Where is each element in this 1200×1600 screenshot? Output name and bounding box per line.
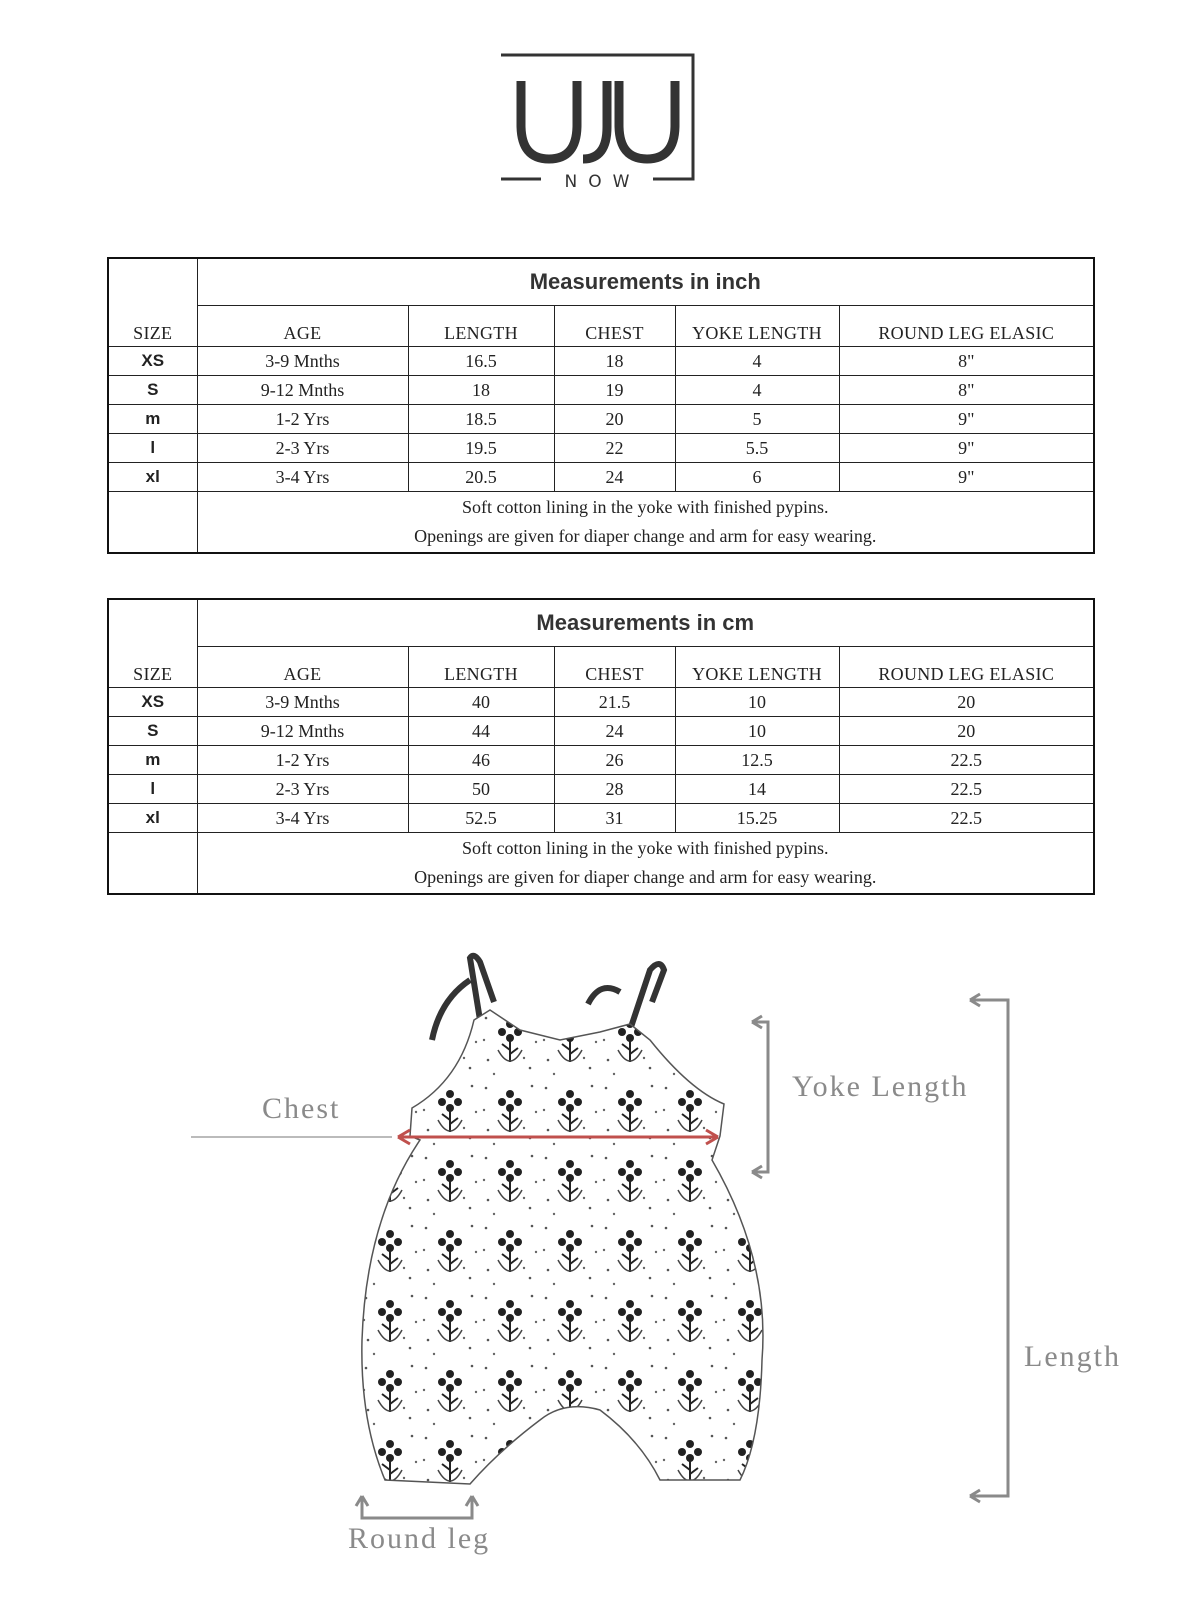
table-row [108,746,1094,775]
chest-cell: 21.5 [554,688,675,717]
round-leg-cell: 20 [839,688,1094,717]
table-row [108,405,1094,434]
length-cell: 20.5 [408,463,554,492]
note-line-1: Soft cotton lining in the yoke with finished pypins. [462,497,829,517]
yoke-cell: 6 [675,463,839,492]
age-cell: 3-9 Mnths [197,347,408,376]
table-row [108,717,1094,746]
age-cell: 2-3 Yrs [197,775,408,804]
age-cell: 2-3 Yrs [197,434,408,463]
round-leg-bracket [362,1496,472,1518]
table-note [197,492,1094,554]
size-cell: XS [108,347,197,376]
romper-illustration [0,940,1200,1600]
table-row [108,463,1094,492]
length-cell: 52.5 [408,804,554,833]
size-cell: m [108,746,197,775]
round-leg-cell: 9" [839,405,1094,434]
yoke-bracket [752,1022,768,1172]
col-header-chest: CHEST [554,306,675,347]
round-leg-cell: 8" [839,376,1094,405]
size-cell: m [108,405,197,434]
table-row [108,347,1094,376]
table-title: Measurements in inch [197,258,1094,306]
length-bracket [970,1000,1008,1496]
romper-body [362,1010,763,1484]
length-cell: 44 [408,717,554,746]
measurements-cm-table [107,598,1095,895]
chest-cell: 20 [554,405,675,434]
round-leg-cell: 22.5 [839,775,1094,804]
round-leg-cell: 9" [839,463,1094,492]
chest-label: Chest [262,1092,341,1125]
table-note [197,833,1094,895]
yoke-cell: 14 [675,775,839,804]
yoke-cell: 4 [675,376,839,405]
size-cell: S [108,376,197,405]
col-header-length: LENGTH [408,647,554,688]
round-leg-cell: 22.5 [839,746,1094,775]
length-label: Length [1024,1340,1121,1373]
table-row [108,434,1094,463]
age-cell: 9-12 Mnths [197,717,408,746]
chest-cell: 24 [554,463,675,492]
round-leg-cell: 22.5 [839,804,1094,833]
round-leg-label: Round leg [348,1522,491,1555]
right-strap [588,964,664,1030]
chest-cell: 19 [554,376,675,405]
size-cell: xl [108,804,197,833]
chest-cell: 24 [554,717,675,746]
yoke-length-label: Yoke Length [792,1070,969,1103]
col-header-chest: CHEST [554,647,675,688]
length-cell: 46 [408,746,554,775]
yoke-cell: 12.5 [675,746,839,775]
col-header-round-leg: ROUND LEG ELASIC [839,647,1094,688]
table-row [108,688,1094,717]
col-header-yoke-length: YOKE LENGTH [675,647,839,688]
brand-logo [499,53,695,185]
logo-letters: VJV [499,53,501,54]
note-line-1: Soft cotton lining in the yoke with finished pypins. [462,838,829,858]
age-cell: 9-12 Mnths [197,376,408,405]
logo-letter-v-left [521,81,577,159]
length-cell: 16.5 [408,347,554,376]
logo-letter-v-right [619,81,675,159]
yoke-cell: 5.5 [675,434,839,463]
round-leg-cell: 9" [839,434,1094,463]
col-header-size: SIZE [108,647,197,688]
col-header-yoke-length: YOKE LENGTH [675,306,839,347]
col-header-size: SIZE [108,306,197,347]
yoke-cell: 15.25 [675,804,839,833]
age-cell: 3-4 Yrs [197,804,408,833]
round-leg-cell: 20 [839,717,1094,746]
age-cell: 1-2 Yrs [197,405,408,434]
note-line-2: Openings are given for diaper change and arm for easy wearing. [414,526,877,546]
size-cell: l [108,434,197,463]
col-header-length: LENGTH [408,306,554,347]
length-cell: 18.5 [408,405,554,434]
logo-letter-j [583,81,607,159]
length-cell: 50 [408,775,554,804]
brand-subtext: NOW [564,172,641,192]
table-row [108,804,1094,833]
age-cell: 1-2 Yrs [197,746,408,775]
yoke-cell: 10 [675,717,839,746]
length-cell: 40 [408,688,554,717]
col-header-age: AGE [197,306,408,347]
age-cell: 3-4 Yrs [197,463,408,492]
chest-cell: 28 [554,775,675,804]
size-cell: xl [108,463,197,492]
length-cell: 18 [408,376,554,405]
size-cell: S [108,717,197,746]
table-row [108,775,1094,804]
chest-cell: 26 [554,746,675,775]
size-cell: XS [108,688,197,717]
age-cell: 3-9 Mnths [197,688,408,717]
chest-cell: 31 [554,804,675,833]
round-leg-cell: 8" [839,347,1094,376]
size-cell: l [108,775,197,804]
col-header-round-leg: ROUND LEG ELASIC [839,306,1094,347]
length-cell: 19.5 [408,434,554,463]
chest-cell: 22 [554,434,675,463]
table-row [108,376,1094,405]
col-header-age: AGE [197,647,408,688]
yoke-cell: 4 [675,347,839,376]
yoke-cell: 10 [675,688,839,717]
note-line-2: Openings are given for diaper change and arm for easy wearing. [414,867,877,887]
chest-cell: 18 [554,347,675,376]
yoke-cell: 5 [675,405,839,434]
table-title: Measurements in cm [197,599,1094,647]
garment-diagram [0,940,1200,1600]
measurements-inch-table [107,257,1095,554]
